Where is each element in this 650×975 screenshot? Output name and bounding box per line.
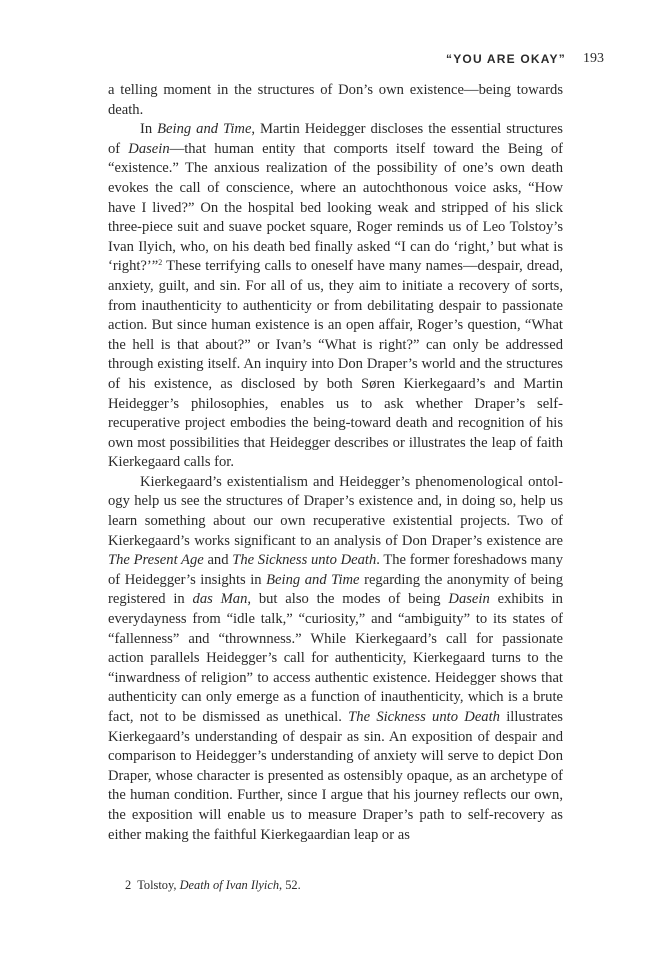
paragraph-3: Kierkegaard’s existentialism and Heidegger’s phenomenological ontology help us see the structures of Draper’s existence and, in doing so, help us learn something about our own recuperative existential projects. Two of Kierkegaard’s works significant to an analysis of Don Draper’s existence are The Present Age and The Sickness unto Death. The former foreshadows many of Heidegger’s insights in Being and Time regarding the anonymity of being registered in das Man, but also the modes of being Dasein exhibits in everydayness from “idle talk,” “curiosity,” and “ambiguity” to its states of “fallenness” and “thrownness.” While Kierkegaard’s call for passionate action parallels Heidegger’s call for authenticity, Kierkegaard turns to the “inwardness of religion” to access authentic existence. Heidegger shows that authenticity can only emerge as a function of inauthenticity, which is a brute fact, not to be dismissed as unethical. The Sickness unto Death illustrates Kierkegaard’s understanding of despair as sin. An exposition of despair and comparison to Heidegger’s understanding of anxiety will serve to depict Don Draper, whose character is presented as ostensibly opaque, as an archetype of the human condition. Further, since I argue that his journey reflects our own, the exposition will enable us to measure Draper’s path to self-recovery as either making the faithful Kierkegaardian leap or as [108,473,563,843]
footnote-author: Tolstoy, [137,878,180,892]
footnote-number: 2 [125,878,132,892]
page-number: 193 [583,51,604,66]
running-head: “YOU ARE OKAY” [446,52,566,66]
footnote [125,877,301,893]
body-text [108,81,563,845]
paragraph-1: a telling moment in the structures of Don’s own existence—being towards death. [108,82,563,118]
footnote-title: Death of Ivan Ilyich [179,878,280,892]
footnote-page: , 52. [279,878,301,892]
page-header [0,52,650,72]
footnote-ref[interactable]: 2 [158,258,163,268]
paragraph-2: In Being and Time, Martin Heidegger discloses the essential structures of Dasein—that human entity that comports itself toward the Being of “existence.” The anxious realization of the possibility of one’s own death evokes the call of conscience, where an autochthonous voice asks, “How have I lived?” On the hospital bed looking weak and stripped of his slick three-piece suit and suave pocket square, Roger reminds us of Leo Tolstoy’s Ivan Ilyich, who, on his death bed finally asked “I can do ‘right,’ but what is ‘right?’”$^2$ These terrifying calls to oneself have many names—despair, dread, anxiety, guilt, and sin. For all of us, they aim to initiate a recovery of sorts, from inauthenticity to authenticity or from debilitating despair to passionate action. But since human existence is an open affair, Roger’s question, “What the hell is that about?” or Ivan’s “What is right?” can only be addressed through existing itself. An inquiry into Don Draper’s world and the structures of his existence, as disclosed by both Søren Kierkegaard’s and Martin Heidegger’s philosophies, enables us to ask whether Draper’s self-recuperative project embodies the being-toward death and recognition of his own most possibilities that Heidegger describes or illustrates the leap of faith Kierkegaard calls for. [108,121,564,471]
